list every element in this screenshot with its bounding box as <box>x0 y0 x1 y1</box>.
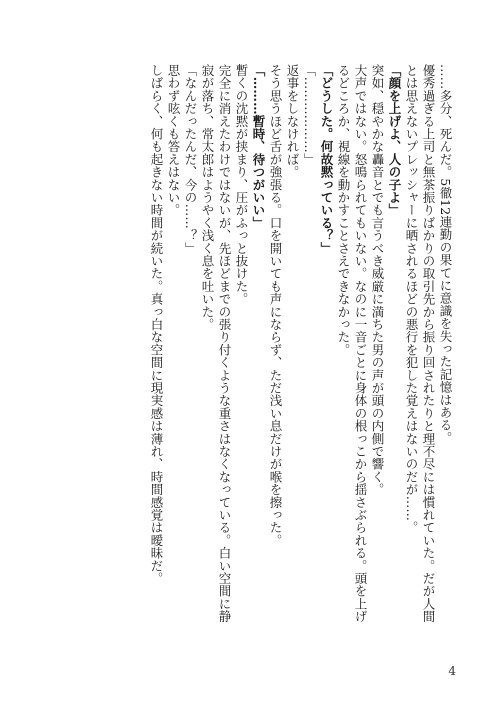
dialogue-line: 「………暫時、待つがいい」 <box>251 64 266 230</box>
paragraph: 大声ではない。怒鳴られてもいない。なのに一音ごとに身体の根っこから揺さぶられる。頭を上げるどころか、視線を動かすことさえできなかった。 <box>336 64 368 623</box>
dialogue-line: 「顔を上げよ、人の子よ」 <box>387 64 402 217</box>
paragraph: 完全に消えたわけではないが、先ほどまでの張り付くような重さはなくなっている。白い空間に静寂が落ち、常太郎はようやく浅く息を吐いた。 <box>200 64 232 623</box>
paragraph: 思わず呟くも答えはない。 <box>166 64 181 217</box>
paragraph: そう思うほど舌が強張る。口を開いても声にならず、ただ浅い息だけが喉を擦った。 <box>268 64 283 547</box>
paragraph: 暫くの沈黙が挟まり、圧がふっと抜けた。 <box>234 64 249 306</box>
page-number: 4 <box>448 664 456 678</box>
vertical-text-body <box>54 64 454 624</box>
paragraph: ……多分、死んだ。5徹12連勤の果てに意識を失った記憶はある。 <box>438 64 453 445</box>
paragraph: 返事をしなければ。 <box>285 64 300 179</box>
paragraph: しばらく、何も起きない時間が続いた。真っ白な空間に現実感は薄れ、時間感覚は曖昧だ。 <box>149 64 164 585</box>
paragraph: 優秀過ぎる上司と無茶振りばかりの取引先から振り回されたりと理不尽には慣れていた。だが人間とは思えないプレッシャーに晒されるほどの悪行を犯した覚えはないのだが……。 <box>404 64 436 623</box>
dialogue-line: 「なんだったんだ、今の……？」 <box>183 64 198 255</box>
dialogue-line: 「………………」 <box>302 64 317 166</box>
dialogue-line: 「どうした。何故黙っている？」 <box>319 64 334 255</box>
paragraph: 突如、穏やかな轟音とでも言うべき威厳に満ちた男の声が頭の内側で響く。 <box>370 64 385 496</box>
